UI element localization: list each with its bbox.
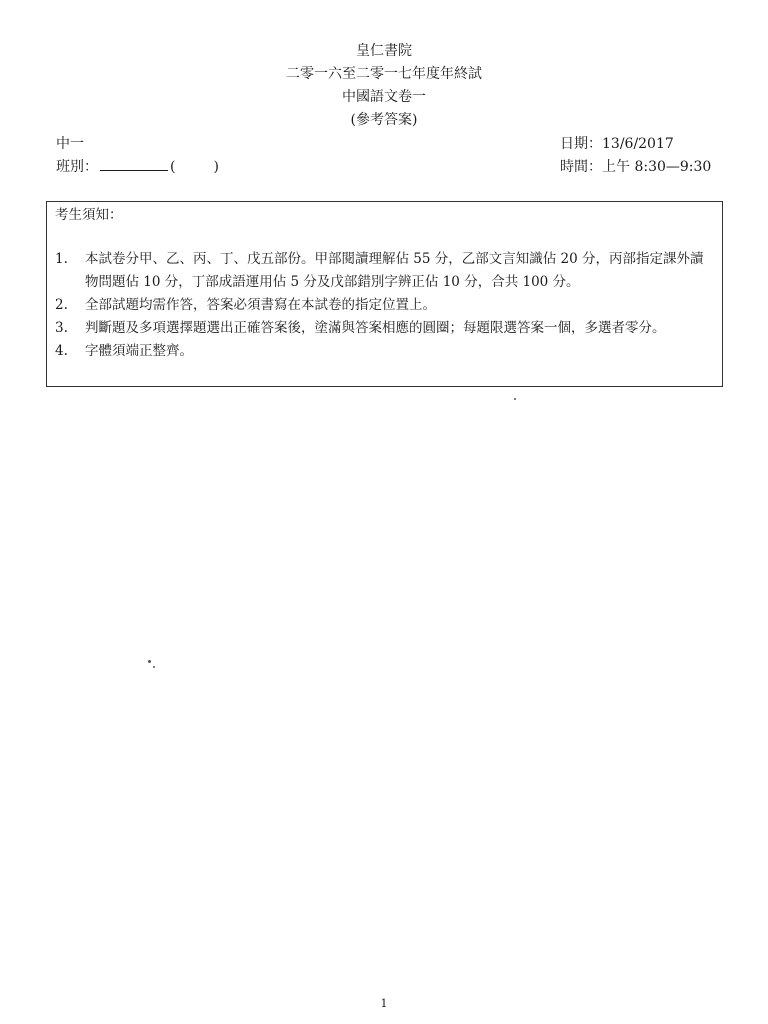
scan-speck: [153, 666, 155, 668]
scan-speck: [148, 660, 151, 663]
exam-title: 二零一六至二零一七年度年終試: [286, 66, 482, 82]
student-info: [56, 133, 219, 179]
exam-time: 時間：上午 8:30—9:30: [560, 159, 712, 175]
exam-date: 日期：13/6/2017: [560, 136, 674, 152]
scan-speck: [514, 398, 516, 400]
instruction-number: 2.: [55, 297, 68, 313]
instruction-text: 本試卷分甲、乙、丙、丁、戊五部份。甲部閱讀理解佔 55 分，乙部文言知識佔 20 分，丙部指定課外讀物問題佔 10 分，丁部成語運用佔 5 分及戊部錯別字辨正佔 10 分，合共 100 分。: [85, 251, 704, 290]
instructions-title: 考生須知：: [55, 207, 123, 223]
page-number: 1: [380, 997, 388, 1010]
instructions-box: [46, 201, 723, 387]
class-line: [56, 156, 219, 179]
form-label: 中一: [56, 136, 84, 152]
class-blank-field[interactable]: [100, 156, 168, 171]
instruction-item: [47, 340, 724, 363]
class-label: 班別：: [56, 159, 98, 175]
instruction-number: 1.: [55, 251, 68, 267]
instruction-number: 4.: [55, 343, 68, 359]
exam-header: [0, 40, 768, 132]
instructions-list: [47, 248, 724, 363]
instruction-item: [47, 294, 724, 317]
instruction-text: 字體須端正整齊。: [85, 343, 193, 359]
instruction-item: [47, 317, 724, 340]
class-paren-open: (: [170, 159, 176, 175]
school-name: 皇仁書院: [356, 43, 412, 59]
instruction-text: 判斷題及多項選擇題選出正確答案後，塗滿與答案相應的圓圈；每題限選答案一個，多選者零分。: [85, 320, 666, 336]
instruction-number: 3.: [55, 320, 68, 336]
paper-title: 中國語文卷一: [342, 89, 426, 105]
instruction-item: [47, 248, 724, 294]
class-paren-close: ): [213, 159, 219, 175]
exam-schedule: [560, 133, 711, 179]
instruction-text: 全部試題均需作答，答案必須書寫在本試卷的指定位置上。: [85, 297, 436, 313]
answer-key-label: (參考答案): [350, 112, 418, 128]
